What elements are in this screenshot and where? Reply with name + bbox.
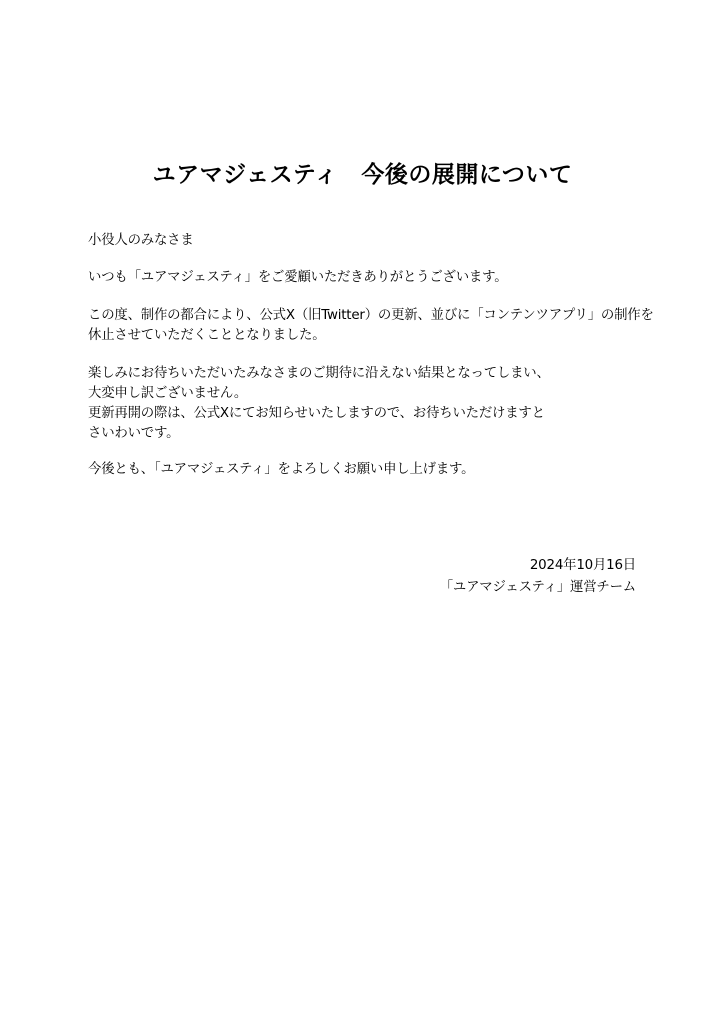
document-title: ユアマジェスティ 今後の展開について: [152, 162, 573, 188]
greeting-line: 小役人のみなさま: [88, 233, 194, 248]
paragraph-line: さいわいです。: [88, 426, 180, 441]
paragraph-line: 大変申し訳ございません。: [88, 386, 248, 401]
paragraph-line: 今後とも、「ユアマジェスティ」をよろしくお願い申し上げます。: [88, 462, 475, 477]
paragraph-line: 更新再開の際は、公式Xにてお知らせいたしますので、お待ちいただけますと: [88, 406, 545, 421]
paragraph-thanks: [88, 268, 648, 288]
greeting: [88, 231, 648, 251]
paragraph-closing: [88, 460, 648, 480]
paragraph-line: 楽しみにお待ちいただいたみなさまのご期待に沿えない結果となってしまい、: [88, 366, 550, 381]
paragraph-line: この度、制作の都合により、公式X（旧Twitter）の更新、並びに「コンテンツアプリ」の制作を: [88, 308, 654, 323]
document-date: 2024年10月16日: [529, 558, 636, 573]
paragraph-line: 休止させていただくこととなりました。: [88, 328, 326, 343]
paragraph-suspension: [88, 306, 654, 346]
signature: 「ユアマジェスティ」運営チーム: [439, 580, 636, 595]
paragraph-apology: [88, 364, 648, 444]
paragraph-line: いつも「ユアマジェスティ」をご愛顧いただきありがとうございます。: [88, 270, 508, 285]
